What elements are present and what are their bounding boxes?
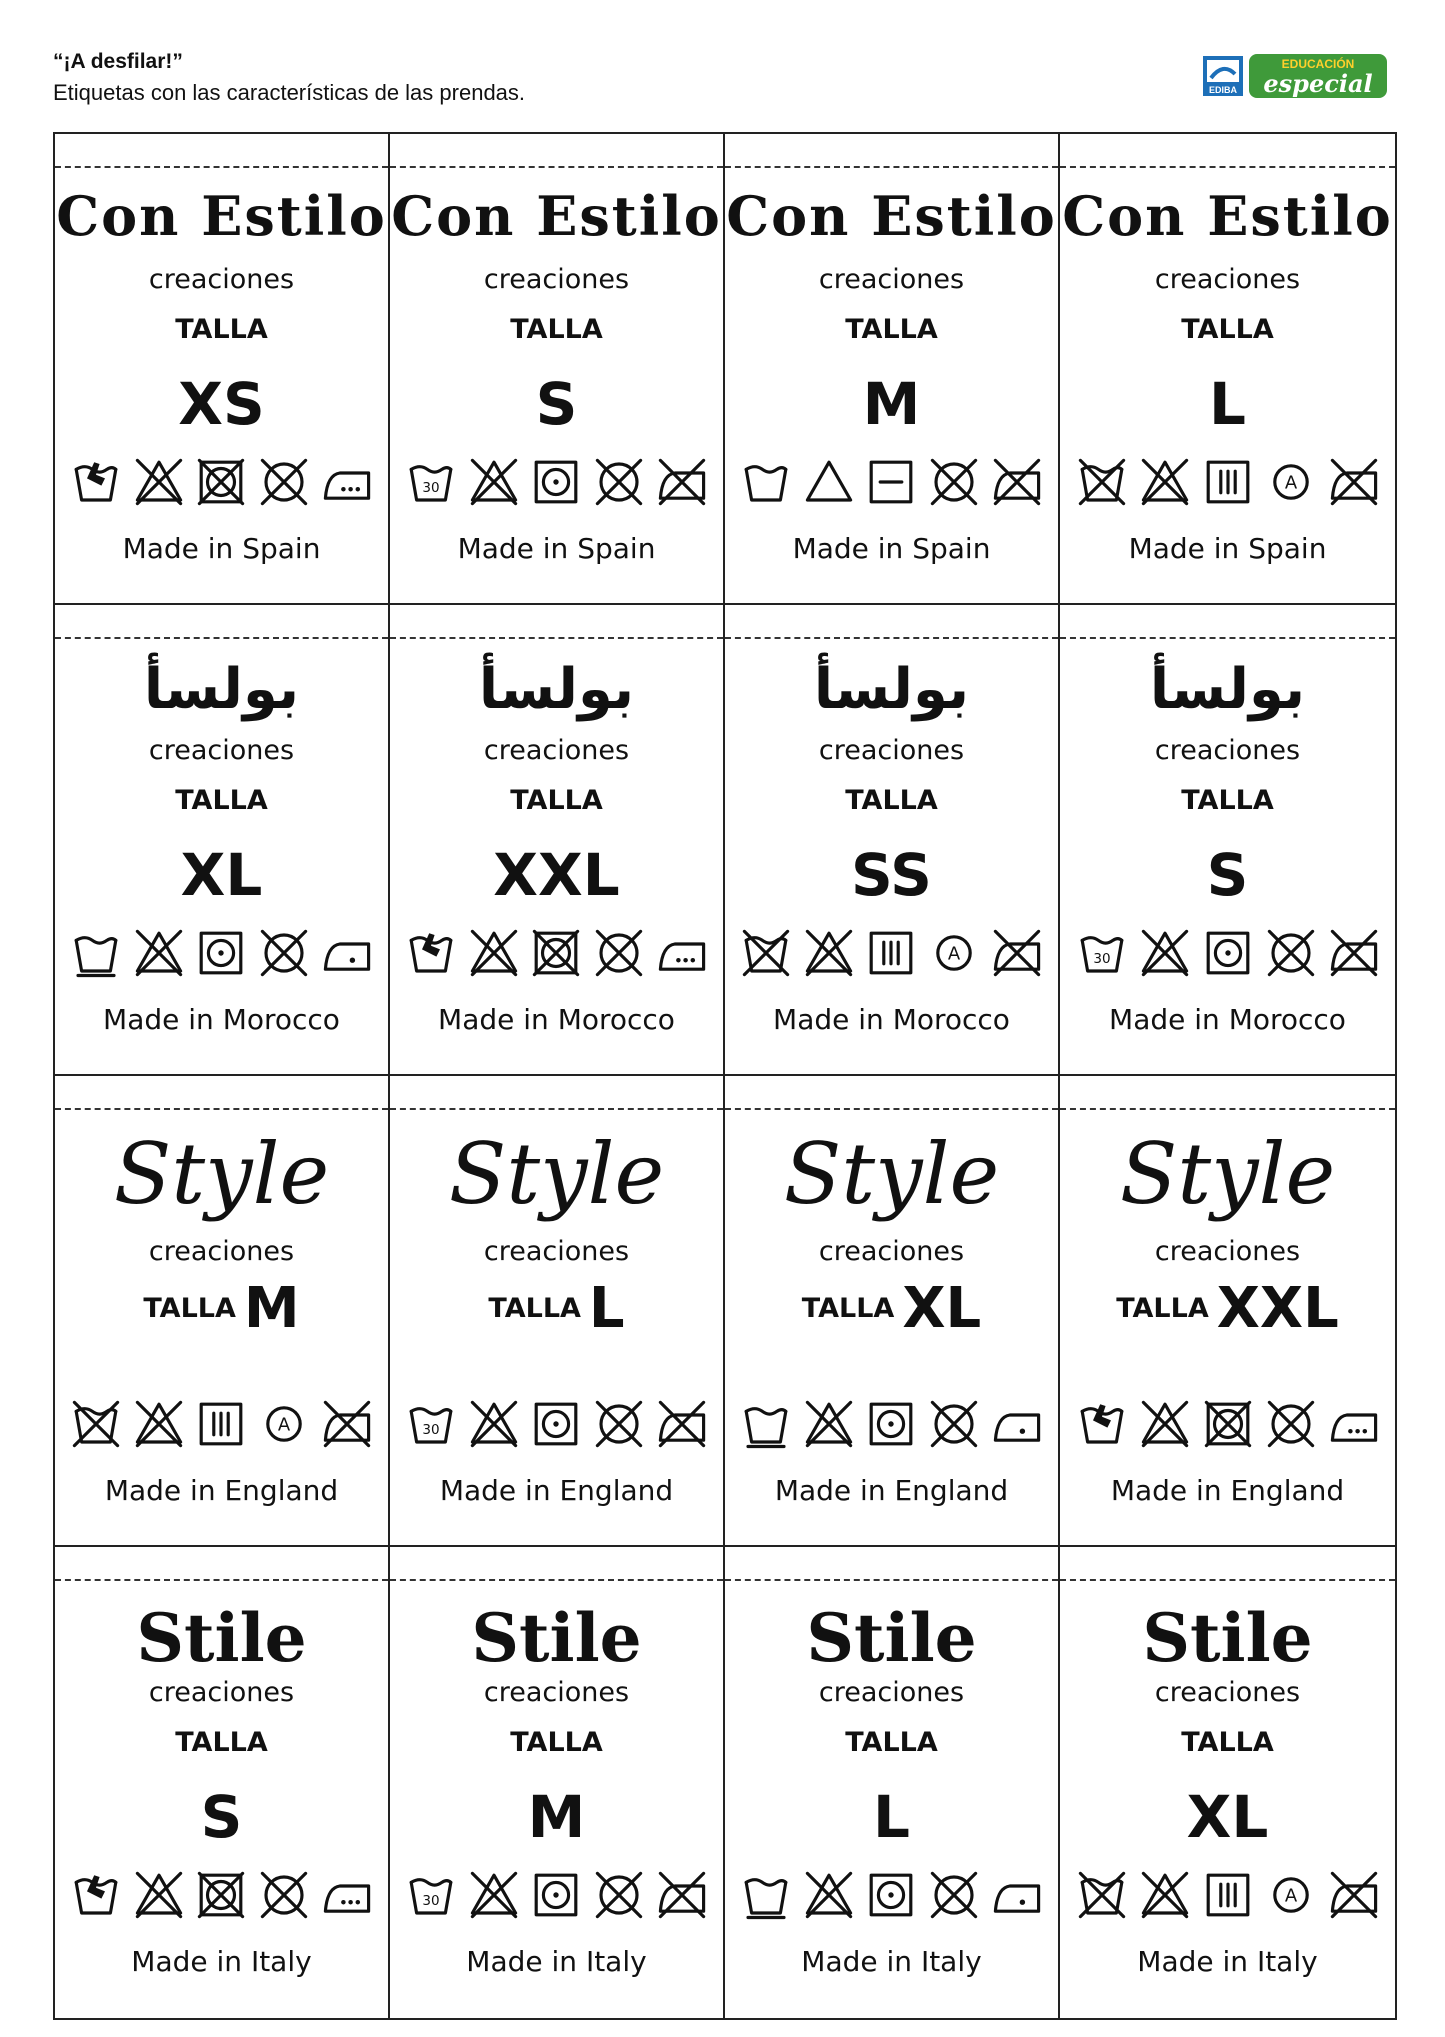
care-symbols bbox=[400, 1394, 713, 1454]
care-symbols bbox=[1070, 1865, 1385, 1925]
size-value: S bbox=[200, 1783, 243, 1851]
no-wash-icon bbox=[1075, 1868, 1129, 1922]
talla-label: TALLA bbox=[845, 1727, 938, 1758]
talla-label: TALLA bbox=[1116, 1293, 1209, 1324]
svg-text:30: 30 bbox=[1092, 950, 1111, 967]
size-value: L bbox=[1209, 370, 1246, 438]
care-symbols bbox=[735, 1865, 1048, 1925]
no-dry-clean-icon bbox=[1264, 1397, 1318, 1451]
creaciones-label: creaciones bbox=[483, 264, 630, 295]
cut-line bbox=[1060, 1579, 1395, 1581]
cut-line bbox=[390, 1579, 723, 1581]
cut-line bbox=[1060, 1108, 1395, 1110]
talla-label: TALLA bbox=[510, 1727, 603, 1758]
no-bleach-icon bbox=[132, 1397, 186, 1451]
made-in-label: Made in England bbox=[1110, 1474, 1345, 1507]
made-in-label: Made in Morocco bbox=[773, 1003, 1010, 1036]
creaciones-label: creaciones bbox=[1154, 1677, 1301, 1708]
tumble-dry-icon bbox=[529, 455, 583, 509]
svg-text:A: A bbox=[947, 943, 961, 965]
size-value: XL bbox=[180, 841, 263, 909]
talla-label: TALLA bbox=[488, 1293, 581, 1324]
no-dry-clean-icon bbox=[592, 455, 646, 509]
page-subtitle: Etiquetas con las características de las prendas. bbox=[53, 80, 526, 105]
drip-dry-icon bbox=[864, 926, 918, 980]
creaciones-label: creaciones bbox=[1154, 1236, 1301, 1267]
brand-name: Style bbox=[113, 1125, 330, 1223]
iron-three-dots-icon bbox=[655, 926, 709, 980]
size-value: SS bbox=[851, 841, 932, 909]
tumble-dry-icon bbox=[864, 1868, 918, 1922]
cut-line bbox=[1060, 637, 1395, 639]
dry-clean-a-icon bbox=[1264, 1868, 1318, 1922]
brand-name: Style bbox=[1119, 1125, 1336, 1223]
creaciones-label: creaciones bbox=[818, 1236, 965, 1267]
dry-clean-a-icon bbox=[927, 926, 981, 980]
no-bleach-icon bbox=[467, 1868, 521, 1922]
made-in-label: Made in Italy bbox=[801, 1945, 982, 1978]
care-symbols bbox=[1070, 452, 1385, 512]
talla-label: TALLA bbox=[1181, 1727, 1274, 1758]
no-dry-clean-icon bbox=[592, 1397, 646, 1451]
no-dry-clean-icon bbox=[257, 455, 311, 509]
made-in-label: Made in Morocco bbox=[103, 1003, 340, 1036]
garment-label bbox=[390, 605, 725, 1076]
talla-label: TALLA bbox=[510, 314, 603, 345]
brand-name: Stile bbox=[471, 1599, 642, 1677]
cut-line bbox=[725, 637, 1058, 639]
care-symbols bbox=[400, 923, 713, 983]
garment-label bbox=[1060, 605, 1395, 1076]
no-wash-icon bbox=[69, 1397, 123, 1451]
no-tumble-dry-icon bbox=[194, 455, 248, 509]
talla-label: TALLA bbox=[845, 314, 938, 345]
no-bleach-icon bbox=[467, 926, 521, 980]
brand-name: بولسأ bbox=[143, 657, 300, 722]
no-iron-icon bbox=[655, 455, 709, 509]
no-dry-clean-icon bbox=[1264, 926, 1318, 980]
no-bleach-icon bbox=[132, 1868, 186, 1922]
no-dry-clean-icon bbox=[592, 926, 646, 980]
brand-name: Stile bbox=[1142, 1599, 1313, 1677]
garment-label bbox=[55, 1547, 390, 2018]
care-symbols bbox=[735, 1394, 1048, 1454]
educacion-especial-logo bbox=[1203, 52, 1403, 100]
no-dry-clean-icon bbox=[927, 1397, 981, 1451]
care-symbols bbox=[400, 1865, 713, 1925]
brand-name: Style bbox=[783, 1125, 1000, 1223]
no-dry-clean-icon bbox=[257, 926, 311, 980]
made-in-label: Made in England bbox=[104, 1474, 339, 1507]
talla-size-line bbox=[725, 1276, 1058, 1341]
svg-text:EDUCACIÓN: EDUCACIÓN bbox=[1281, 57, 1355, 71]
no-bleach-icon bbox=[467, 1397, 521, 1451]
wash-30-icon bbox=[404, 1868, 458, 1922]
creaciones-label: creaciones bbox=[1154, 735, 1301, 766]
made-in-label: Made in Spain bbox=[457, 532, 656, 565]
size-value: XXL bbox=[1216, 1276, 1339, 1341]
creaciones-label: creaciones bbox=[483, 1677, 630, 1708]
creaciones-label: creaciones bbox=[148, 735, 295, 766]
size-value: L bbox=[873, 1783, 910, 1851]
garment-label bbox=[1060, 1547, 1395, 2018]
care-symbols bbox=[65, 923, 378, 983]
wash-tub-icon bbox=[739, 455, 793, 509]
iron-three-dots-icon bbox=[1327, 1397, 1381, 1451]
size-value: XS bbox=[178, 370, 265, 438]
brand-name: بولسأ bbox=[813, 657, 970, 722]
garment-label bbox=[1060, 1076, 1395, 1547]
svg-text:especial: especial bbox=[1263, 69, 1373, 98]
size-value: M bbox=[243, 1276, 300, 1341]
page-title: “¡A desfilar!” bbox=[53, 50, 183, 73]
brand-name: Con Estilo bbox=[726, 184, 1057, 248]
svg-text:30: 30 bbox=[422, 1421, 440, 1438]
brand-name: Con Estilo bbox=[56, 184, 387, 248]
garment-label bbox=[390, 134, 725, 605]
no-dry-clean-icon bbox=[927, 1868, 981, 1922]
no-dry-clean-icon bbox=[592, 1868, 646, 1922]
garment-label bbox=[725, 134, 1060, 605]
size-value: XL bbox=[902, 1276, 982, 1341]
no-bleach-icon bbox=[802, 926, 856, 980]
made-in-label: Made in Italy bbox=[466, 1945, 647, 1978]
talla-label: TALLA bbox=[175, 314, 268, 345]
garment-label bbox=[725, 605, 1060, 1076]
brand-name: Stile bbox=[136, 1599, 307, 1677]
garment-label bbox=[55, 1076, 390, 1547]
garment-label bbox=[390, 1547, 725, 2018]
hand-wash-icon bbox=[69, 1868, 123, 1922]
dry-clean-a-icon bbox=[257, 1397, 311, 1451]
no-bleach-icon bbox=[467, 455, 521, 509]
talla-label: TALLA bbox=[143, 1293, 236, 1324]
care-symbols bbox=[65, 452, 378, 512]
garment-label bbox=[725, 1547, 1060, 2018]
care-symbols bbox=[735, 452, 1048, 512]
wash-30-icon bbox=[404, 1397, 458, 1451]
drip-dry-icon bbox=[194, 1397, 248, 1451]
no-bleach-icon bbox=[132, 455, 186, 509]
wash-gentle-icon bbox=[69, 926, 123, 980]
cut-line bbox=[55, 1108, 388, 1110]
size-value: S bbox=[535, 370, 578, 438]
garment-label bbox=[390, 1076, 725, 1547]
made-in-label: Made in England bbox=[774, 1474, 1009, 1507]
cut-line bbox=[725, 166, 1058, 168]
no-iron-icon bbox=[1327, 1868, 1381, 1922]
talla-size-line bbox=[55, 1276, 388, 1341]
creaciones-label: creaciones bbox=[818, 735, 965, 766]
creaciones-label: creaciones bbox=[818, 264, 965, 295]
brand-name: Con Estilo bbox=[1062, 184, 1393, 248]
talla-label: TALLA bbox=[801, 1293, 895, 1324]
talla-label: TALLA bbox=[1181, 314, 1274, 345]
size-value: S bbox=[1206, 841, 1249, 909]
wash-gentle-icon bbox=[739, 1868, 793, 1922]
hand-wash-icon bbox=[404, 926, 458, 980]
iron-one-dot-icon bbox=[990, 1868, 1044, 1922]
hand-wash-icon bbox=[69, 455, 123, 509]
brand-name: Style bbox=[448, 1125, 665, 1223]
cut-line bbox=[725, 1579, 1058, 1581]
cut-line bbox=[1060, 166, 1395, 168]
creaciones-label: creaciones bbox=[483, 735, 630, 766]
tumble-dry-icon bbox=[529, 1868, 583, 1922]
creaciones-label: creaciones bbox=[1154, 264, 1301, 295]
care-symbols bbox=[400, 452, 713, 512]
hand-wash-icon bbox=[1075, 1397, 1129, 1451]
cut-line bbox=[725, 1108, 1058, 1110]
no-wash-icon bbox=[739, 926, 793, 980]
creaciones-label: creaciones bbox=[483, 1236, 630, 1267]
size-value: M bbox=[862, 370, 921, 438]
no-tumble-dry-icon bbox=[194, 1868, 248, 1922]
talla-label: TALLA bbox=[510, 785, 603, 816]
talla-label: TALLA bbox=[845, 785, 938, 816]
no-bleach-icon bbox=[132, 926, 186, 980]
no-iron-icon bbox=[1327, 926, 1381, 980]
svg-text:A: A bbox=[277, 1414, 291, 1436]
wash-30-icon bbox=[1075, 926, 1129, 980]
talla-label: TALLA bbox=[175, 1727, 268, 1758]
talla-size-line bbox=[1060, 1276, 1395, 1341]
no-iron-icon bbox=[1327, 455, 1381, 509]
made-in-label: Made in Spain bbox=[1128, 532, 1327, 565]
no-bleach-icon bbox=[802, 1868, 856, 1922]
iron-three-dots-icon bbox=[320, 1868, 374, 1922]
dry-clean-a-icon bbox=[1264, 455, 1318, 509]
svg-text:EDIBA: EDIBA bbox=[1208, 85, 1238, 95]
no-bleach-icon bbox=[1138, 1397, 1192, 1451]
made-in-label: Made in Spain bbox=[792, 532, 991, 565]
no-wash-icon bbox=[1075, 455, 1129, 509]
brand-name: بولسأ bbox=[1149, 657, 1306, 722]
care-symbols bbox=[65, 1394, 378, 1454]
cut-line bbox=[55, 1579, 388, 1581]
talla-label: TALLA bbox=[175, 785, 268, 816]
made-in-label: Made in Morocco bbox=[1109, 1003, 1346, 1036]
svg-text:A: A bbox=[1284, 1885, 1297, 1907]
wash-gentle-icon bbox=[739, 1397, 793, 1451]
brand-name: Con Estilo bbox=[391, 184, 722, 248]
no-tumble-dry-icon bbox=[529, 926, 583, 980]
no-bleach-icon bbox=[802, 1397, 856, 1451]
size-value: XXL bbox=[493, 841, 620, 909]
no-iron-icon bbox=[990, 926, 1044, 980]
tumble-dry-icon bbox=[864, 1397, 918, 1451]
tumble-dry-icon bbox=[194, 926, 248, 980]
iron-one-dot-icon bbox=[990, 1397, 1044, 1451]
care-symbols bbox=[735, 923, 1048, 983]
iron-three-dots-icon bbox=[320, 455, 374, 509]
brand-name: بولسأ bbox=[478, 657, 635, 722]
no-bleach-icon bbox=[1138, 1868, 1192, 1922]
cut-line bbox=[55, 637, 388, 639]
flat-dry-icon bbox=[864, 455, 918, 509]
no-bleach-icon bbox=[1138, 455, 1192, 509]
talla-size-line bbox=[390, 1276, 723, 1341]
svg-text:A: A bbox=[1284, 472, 1297, 494]
label-sheet bbox=[53, 132, 1397, 2020]
no-iron-icon bbox=[655, 1868, 709, 1922]
cut-line bbox=[390, 166, 723, 168]
svg-text:30: 30 bbox=[422, 1892, 440, 1909]
creaciones-label: creaciones bbox=[148, 1677, 295, 1708]
tumble-dry-icon bbox=[529, 1397, 583, 1451]
size-value: M bbox=[527, 1783, 586, 1851]
made-in-label: Made in England bbox=[439, 1474, 674, 1507]
garment-label bbox=[55, 134, 390, 605]
wash-30-icon bbox=[404, 455, 458, 509]
iron-one-dot-icon bbox=[320, 926, 374, 980]
drip-dry-icon bbox=[1201, 1868, 1255, 1922]
size-value: L bbox=[588, 1276, 625, 1341]
garment-label bbox=[55, 605, 390, 1076]
made-in-label: Made in Italy bbox=[131, 1945, 312, 1978]
made-in-label: Made in Italy bbox=[1137, 1945, 1318, 1978]
no-iron-icon bbox=[990, 455, 1044, 509]
garment-label bbox=[725, 1076, 1060, 1547]
cut-line bbox=[55, 166, 388, 168]
no-dry-clean-icon bbox=[257, 1868, 311, 1922]
garment-label bbox=[1060, 134, 1395, 605]
tumble-dry-icon bbox=[1201, 926, 1255, 980]
care-symbols bbox=[1070, 923, 1385, 983]
creaciones-label: creaciones bbox=[818, 1677, 965, 1708]
brand-name: Stile bbox=[806, 1599, 977, 1677]
care-symbols bbox=[1070, 1394, 1385, 1454]
drip-dry-icon bbox=[1201, 455, 1255, 509]
made-in-label: Made in Spain bbox=[122, 532, 321, 565]
cut-line bbox=[390, 637, 723, 639]
no-iron-icon bbox=[655, 1397, 709, 1451]
no-iron-icon bbox=[320, 1397, 374, 1451]
care-symbols bbox=[65, 1865, 378, 1925]
talla-label: TALLA bbox=[1181, 785, 1274, 816]
svg-text:30: 30 bbox=[422, 479, 440, 496]
creaciones-label: creaciones bbox=[148, 264, 295, 295]
no-dry-clean-icon bbox=[927, 455, 981, 509]
size-value: XL bbox=[1186, 1783, 1269, 1851]
bleach-triangle-icon bbox=[802, 455, 856, 509]
cut-line bbox=[390, 1108, 723, 1110]
no-bleach-icon bbox=[1138, 926, 1192, 980]
creaciones-label: creaciones bbox=[148, 1236, 295, 1267]
made-in-label: Made in Morocco bbox=[438, 1003, 675, 1036]
no-tumble-dry-icon bbox=[1201, 1397, 1255, 1451]
